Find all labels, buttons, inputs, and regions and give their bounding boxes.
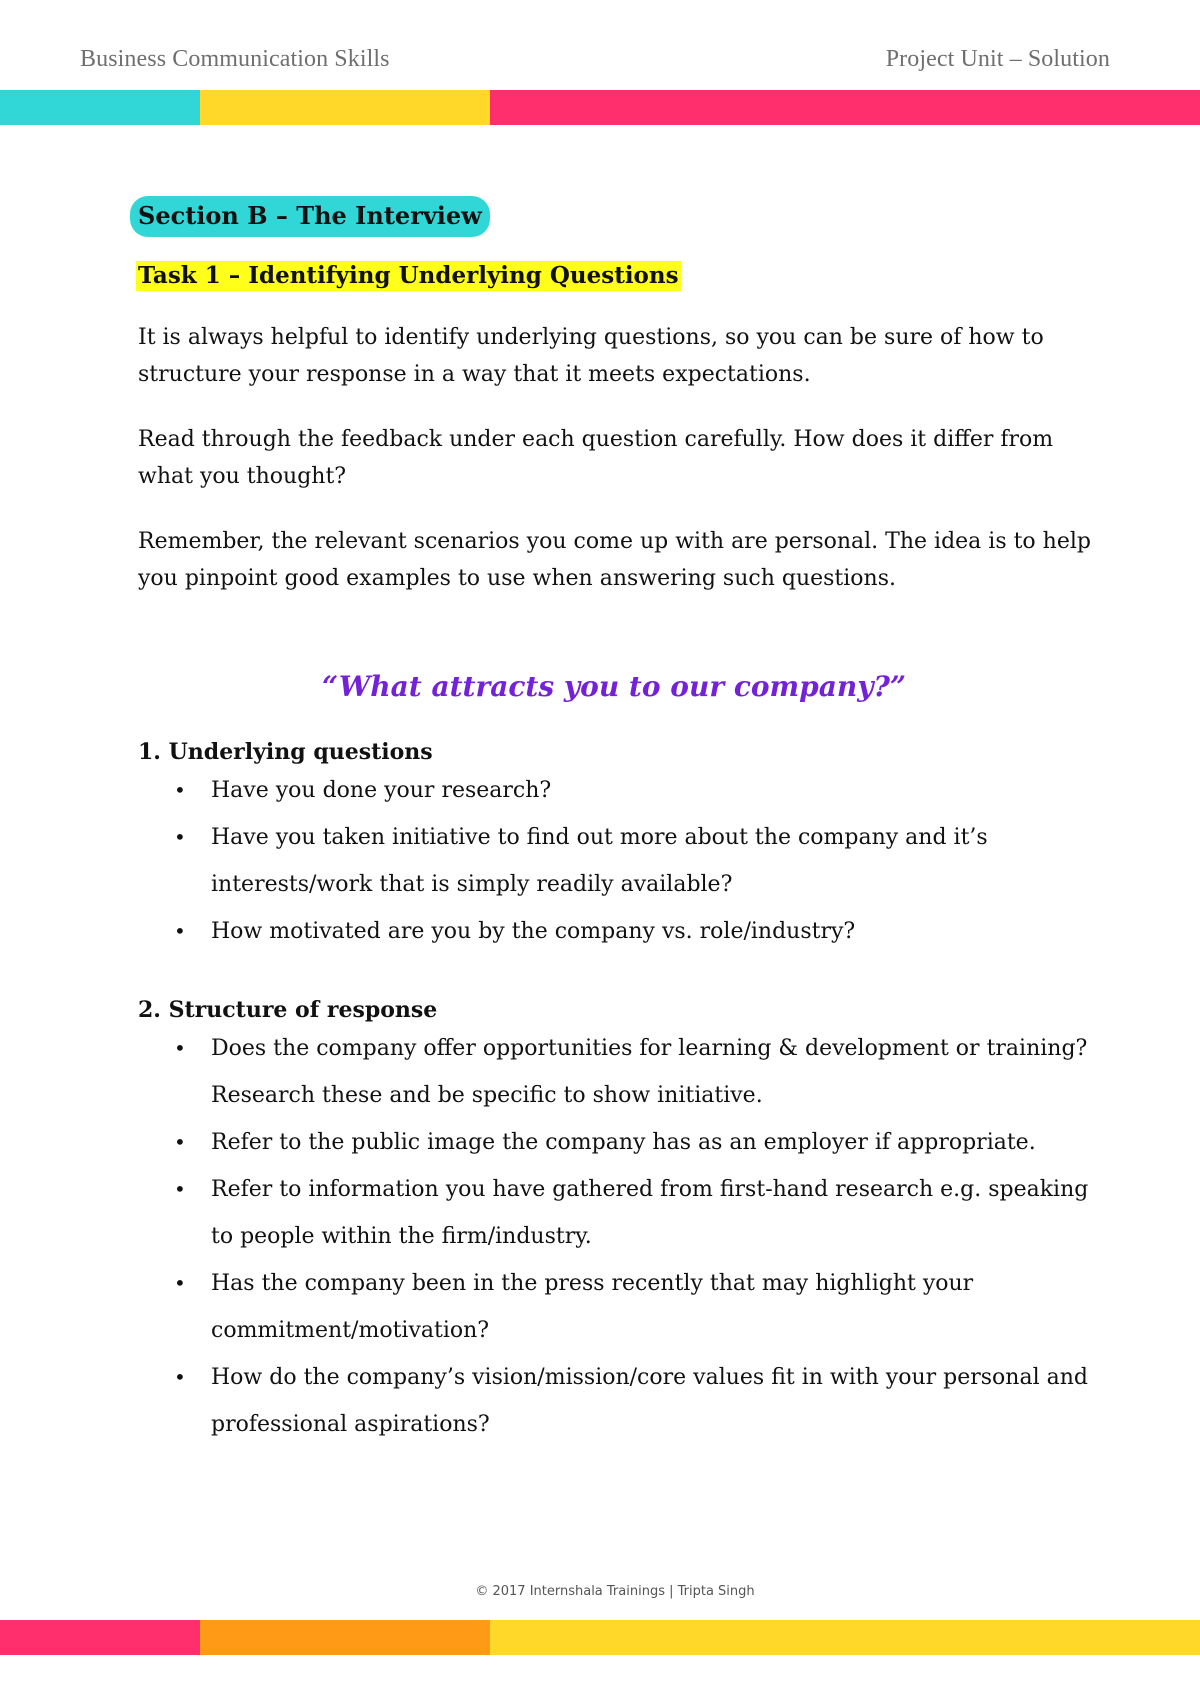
footer-color-stripe <box>0 1620 1200 1655</box>
list-item: • How motivated are you by the company vs. role/industry? <box>138 908 1098 955</box>
header-unit-title: Project Unit – Solution <box>885 46 1110 72</box>
instruction-paragraph: Read through the feedback under each question carefully. How does it differ from what you thought? <box>138 427 1054 489</box>
list-item: • Have you done your research? <box>138 767 1098 814</box>
structure-list <box>138 1025 1098 1448</box>
reminder-paragraph: Remember, the relevant scenarios you come up with are personal. The idea is to help you pinpoint good examples to use when answering such questions. <box>138 529 1091 591</box>
list-item: • How do the company’s vision/mission/core values fit in with your personal and professional aspirations? <box>138 1354 1098 1448</box>
stripe-segment-cyan <box>0 90 200 125</box>
interview-question-quote: “What attracts you to our company?” <box>321 670 907 703</box>
stripe-segment-orange <box>200 1620 490 1655</box>
list-item: • Refer to information you have gathered from first-hand research e.g. speaking to people within the firm/industry. <box>138 1166 1098 1260</box>
list-item: • Refer to the public image the company has as an employer if appropriate. <box>138 1119 1098 1166</box>
stripe-segment-pink <box>0 1620 200 1655</box>
stripe-segment-yellow <box>200 90 490 125</box>
section-title-wrapper <box>138 196 1098 237</box>
task-title-wrapper <box>138 237 1098 291</box>
header-color-stripe <box>0 90 1200 125</box>
stripe-segment-pink <box>490 90 1200 125</box>
underlying-questions-list <box>138 767 1098 955</box>
structure-heading: 2. Structure of response <box>138 997 438 1023</box>
list-item: • Has the company been in the press recently that may highlight your commitment/motivation? <box>138 1260 1098 1354</box>
list-item: • Does the company offer opportunities for learning & development or training? Research these and be specific to show initiative. <box>138 1025 1098 1119</box>
intro-paragraph: It is always helpful to identify underlying questions, so you can be sure of how to structure your response in a way that it meets expectations. <box>138 325 1044 387</box>
task-title: Task 1 – Identifying Underlying Questions <box>138 262 679 289</box>
underlying-questions-heading: 1. Underlying questions <box>138 739 433 765</box>
main-content <box>138 196 1098 1448</box>
header-course-title: Business Communication Skills <box>80 46 390 72</box>
footer-copyright: © 2017 Internshala Trainings | Tripta Singh <box>475 1584 755 1599</box>
stripe-segment-yellow <box>490 1620 1200 1655</box>
list-item: • Have you taken initiative to find out more about the company and it’s interests/work that is simply readily available? <box>138 814 1098 908</box>
section-title: Section B – The Interview <box>130 196 490 237</box>
